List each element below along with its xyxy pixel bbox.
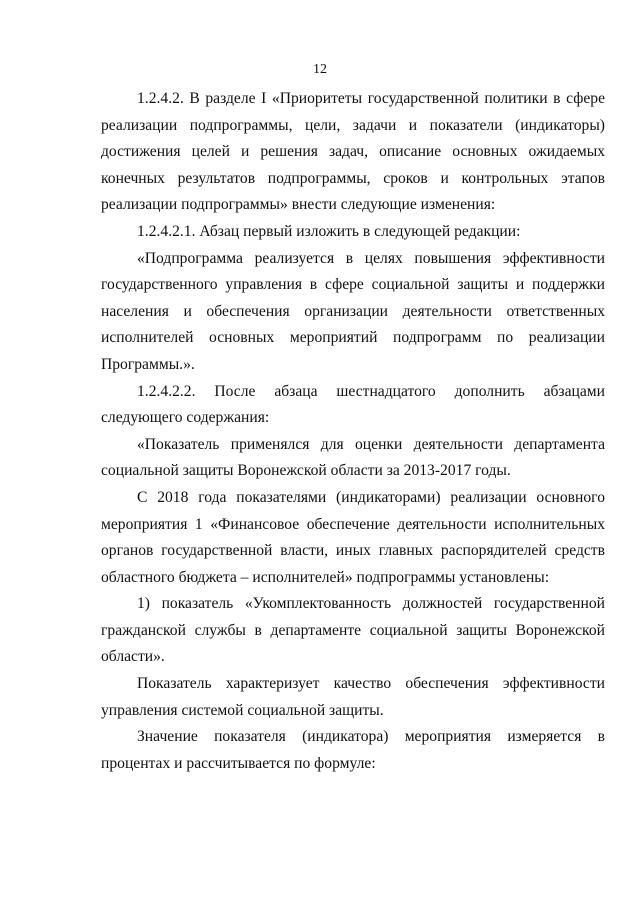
paragraph-first-abzac: 1.2.4.2.1. Абзац первый изложить в следующей редакции: (137, 222, 521, 240)
page-number: 12 (313, 62, 327, 77)
paragraph-quoted-goal: «Подпрограмма реализуется в целях повышения эффективности государственного управления в сфере социальной защиты и поддержки населения и обеспечения организации деятельности ответственных исполнителей основных мероприятий подпрограмм по реализации Программы.». (101, 249, 605, 373)
paragraph-indicator-usage: «Показатель применялся для оценки деятельности департамента социальной защиты Воронежской области за 2013-2017 годы. (101, 435, 605, 480)
paragraph-add-abzacs: 1.2.4.2.2. После абзаца шестнадцатого дополнить абзацами следующего содержания: (101, 382, 605, 427)
paragraph-section-amendment: 1.2.4.2. В разделе I «Приоритеты государственной политики в сфере реализации подпрограммы, цели, задачи и показатели (индикаторы) достижения целей и решения задач, описание основных ожидаемых конечных результатов подпрограммы, сроков и контрольных этапов реализации подпрограммы» внести следующие изменения: (101, 90, 605, 214)
paragraph-2018-indicators: С 2018 года показателями (индикаторами) реализации основного мероприятия 1 «Финансовое обеспечение деятельности исполнительных органов государственной власти, иных главных распорядителей средств областного бюджета – исполнителей» подпрограммы установлены: (101, 488, 605, 586)
document-body (101, 86, 605, 777)
paragraph-indicator-characteristic: Показатель характеризует качество обеспечения эффективности управления системой социальной защиты. (101, 675, 605, 719)
paragraph-indicator-1: 1) показатель «Укомплектованность должностей государственной гражданской службы в департаменте социальной защиты Воронежской области». (101, 595, 605, 666)
paragraph-formula-intro: Значение показателя (индикатора) мероприятия измеряется в процентах и рассчитывается по формуле: (101, 728, 605, 772)
